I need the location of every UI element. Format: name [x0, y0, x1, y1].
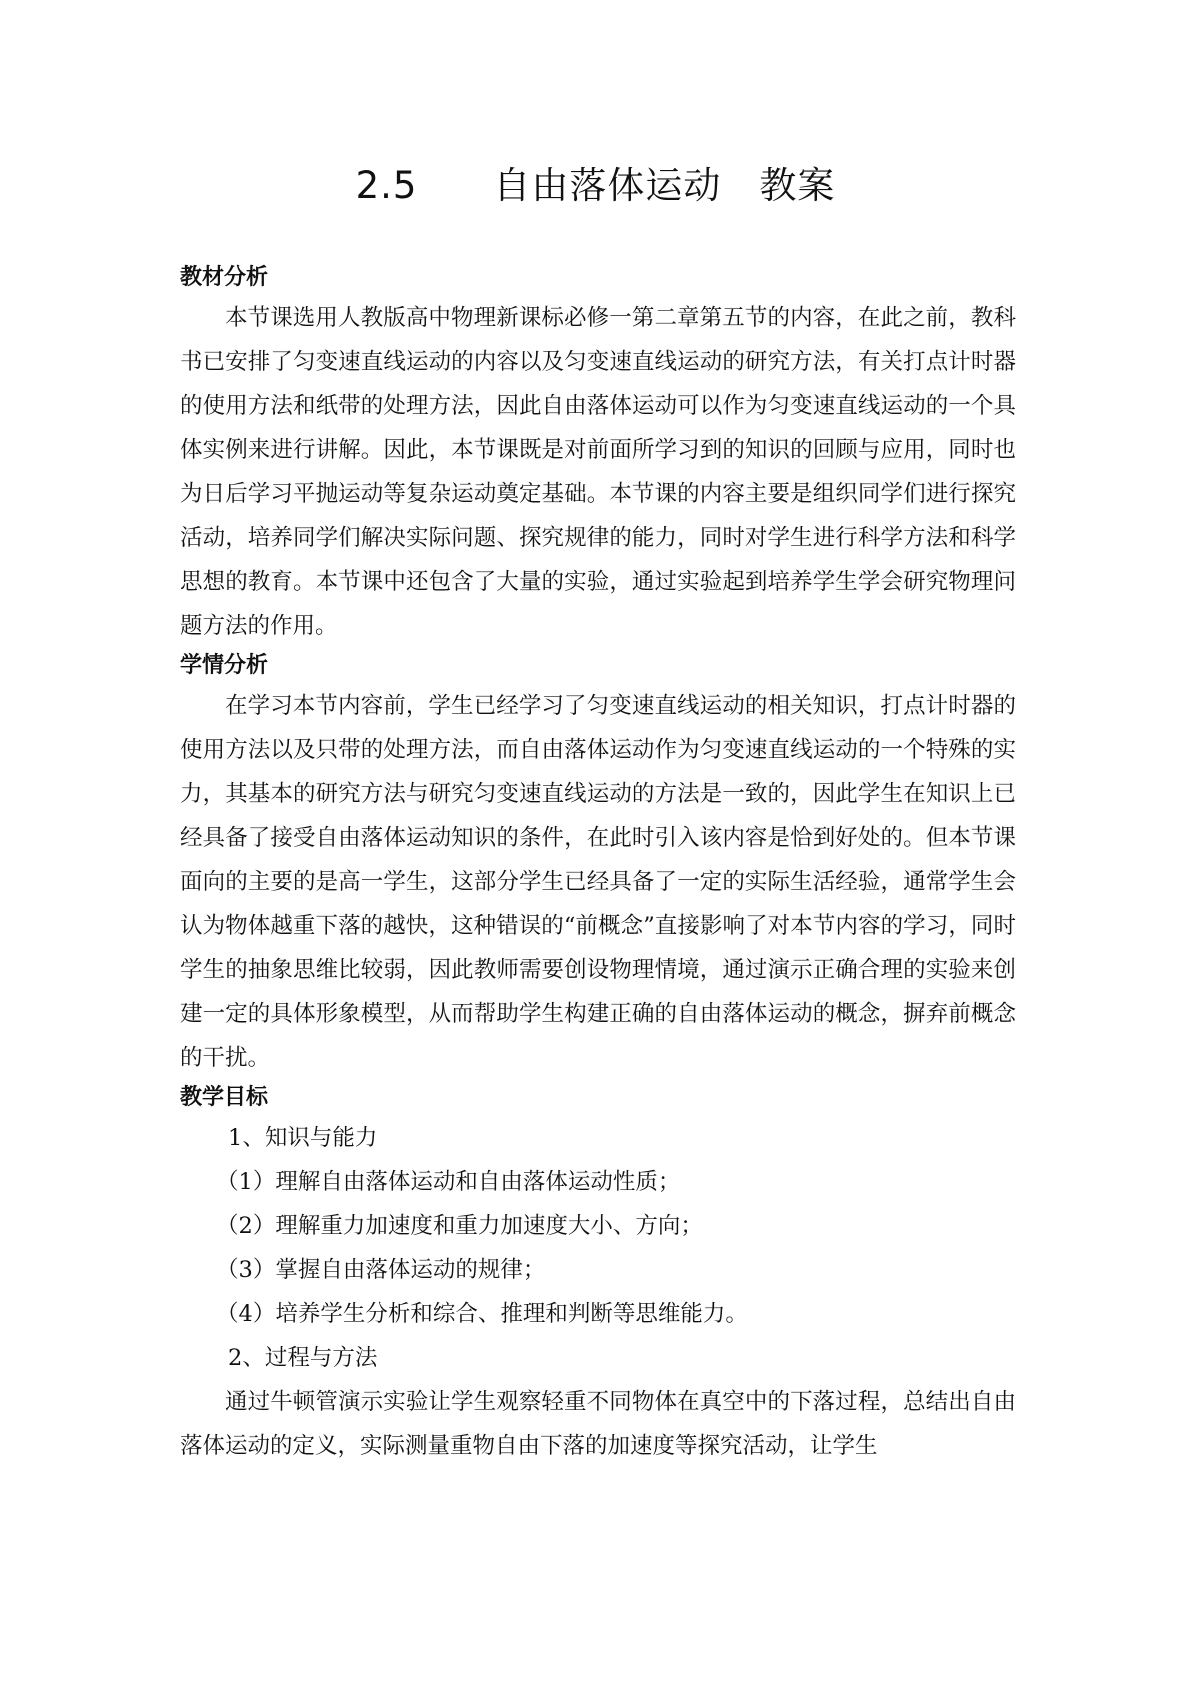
process-paragraph: 通过牛顿管演示实验让学生观察轻重不同物体在真空中的下落过程，总结出自由落体运动的定义，实际测量重物自由下落的加速度等探究活动，让学生	[180, 1389, 1016, 1459]
goal-knowledge-title: 1、知识与能力	[228, 1125, 378, 1151]
document-body	[180, 260, 1016, 1468]
section-heading-material: 教材分析	[180, 265, 269, 290]
goal-item: （3）掌握自由落体运动的规律；	[216, 1257, 546, 1283]
material-analysis-paragraph: 本节课选用人教版高中物理新课标必修一第二章第五节的内容，在此之前，教科书已安排了匀变速直线运动的内容以及匀变速直线运动的研究方法，有关打点计时器的使用方法和纸带的处理方法，因此自由落体运动可以作为匀变速直线运动的一个具体实例来进行讲解。因此，本节课既是对前面所学习到的知识的回顾与应用，同时也为日后学习平抛运动等复杂运动奠定基础。本节课的内容主要是组织同学们进行探究活动，培养同学们解决实际问题、探究规律的能力，同时对学生进行科学方法和科学思想的教育。本节课中还包含了大量的实验，通过实验起到培养学生学会研究物理问题方法的作用。	[180, 305, 1016, 639]
student-analysis-paragraph: 在学习本节内容前，学生已经学习了匀变速直线运动的相关知识，打点计时器的使用方法以及只带的处理方法，而自由落体运动作为匀变速直线运动的一个特殊的实力，其基本的研究方法与研究匀变速直线运动的方法是一致的，因此学生在知识上已经具备了接受自由落体运动知识的条件，在此时引入该内容是恰到好处的。但本节课面向的主要的是高一学生，这部分学生已经具备了一定的实际生活经验，通常学生会认为物体越重下落的越快，这种错误的“前概念”直接影响了对本节内容的学习，同时学生的抽象思维比较弱，因此教师需要创设物理情境，通过演示正确合理的实验来创建一定的具体形象模型，从而帮助学生构建正确的自由落体运动的概念，摒弃前概念的干扰。	[180, 693, 1016, 1071]
goal-item: （1）理解自由落体运动和自由落体运动性质；	[216, 1169, 681, 1195]
goal-process-title: 2、过程与方法	[228, 1345, 378, 1371]
section-heading-goals: 教学目标	[180, 1085, 269, 1110]
document-title: 2.5 自由落体运动 教案	[355, 164, 836, 207]
goal-item: （4）培养学生分析和综合、推理和判断等思维能力。	[216, 1301, 748, 1327]
goal-item: （2）理解重力加速度和重力加速度大小、方向；	[216, 1213, 703, 1239]
section-heading-students: 学情分析	[180, 653, 269, 678]
